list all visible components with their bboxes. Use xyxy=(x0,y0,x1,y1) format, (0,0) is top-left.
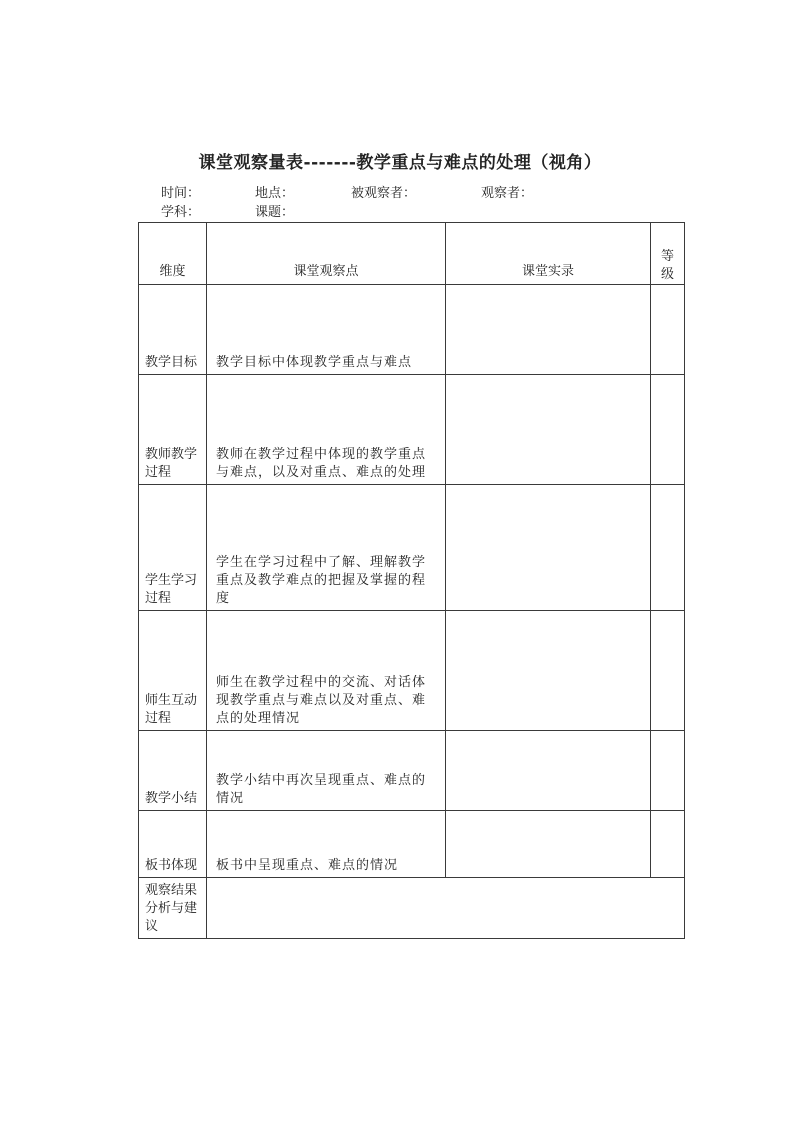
header-grade xyxy=(651,223,685,285)
row-dimension: 师生互动过程 xyxy=(139,611,207,731)
row-observation-point: 教学目标中体现教学重点与难点 xyxy=(207,285,446,375)
table-row xyxy=(139,285,685,375)
table-row xyxy=(139,811,685,878)
row-dimension: 教师教学过程 xyxy=(139,375,207,485)
row-dimension: 教学目标 xyxy=(139,285,207,375)
row-grade-cell[interactable] xyxy=(651,811,685,878)
summary-row xyxy=(139,878,685,939)
row-observation-point: 教师在教学过程中体现的教学重点与难点，以及对重点、难点的处理 xyxy=(207,375,446,485)
row-record-cell[interactable] xyxy=(446,485,651,611)
place-label: 地点： xyxy=(255,186,295,201)
row-record-cell[interactable] xyxy=(446,375,651,485)
header-observation-point: 课堂观察点 xyxy=(207,223,446,285)
row-dimension: 学生学习过程 xyxy=(139,485,207,611)
topic-label: 课题： xyxy=(255,205,295,220)
header-classroom-record: 课堂实录 xyxy=(446,223,651,285)
row-record-cell[interactable] xyxy=(446,731,651,811)
page-title: 课堂观察量表-------教学重点与难点的处理（视角） xyxy=(198,153,602,173)
table-row xyxy=(139,731,685,811)
summary-content-cell[interactable] xyxy=(207,878,685,939)
table-row xyxy=(139,375,685,485)
time-label: 时间： xyxy=(161,186,201,201)
row-observation-point: 教学小结中再次呈现重点、难点的情况 xyxy=(207,731,446,811)
row-dimension: 板书体现 xyxy=(139,811,207,878)
row-record-cell[interactable] xyxy=(446,811,651,878)
table-row xyxy=(139,611,685,731)
row-record-cell[interactable] xyxy=(446,611,651,731)
header-grade-char-1: 等 xyxy=(660,249,674,264)
observation-table xyxy=(138,222,685,939)
subject-label: 学科： xyxy=(161,205,201,220)
row-observation-point: 学生在学习过程中了解、理解教学重点及教学难点的把握及掌握的程度 xyxy=(207,485,446,611)
row-grade-cell[interactable] xyxy=(651,285,685,375)
row-dimension: 教学小结 xyxy=(139,731,207,811)
table-header-row xyxy=(139,223,685,285)
observed-person-label: 被观察者： xyxy=(351,186,417,201)
row-grade-cell[interactable] xyxy=(651,375,685,485)
summary-label: 观察结果分析与建议 xyxy=(139,878,207,939)
row-grade-cell[interactable] xyxy=(651,731,685,811)
row-observation-point: 师生在教学过程中的交流、对话体现教学重点与难点以及对重点、难点的处理情况 xyxy=(207,611,446,731)
row-grade-cell[interactable] xyxy=(651,611,685,731)
row-record-cell[interactable] xyxy=(446,285,651,375)
row-grade-cell[interactable] xyxy=(651,485,685,611)
table-row xyxy=(139,485,685,611)
row-observation-point: 板书中呈现重点、难点的情况 xyxy=(207,811,446,878)
header-dimension: 维度 xyxy=(139,223,207,285)
observer-label: 观察者： xyxy=(481,186,534,201)
header-grade-char-2: 级 xyxy=(660,267,674,282)
